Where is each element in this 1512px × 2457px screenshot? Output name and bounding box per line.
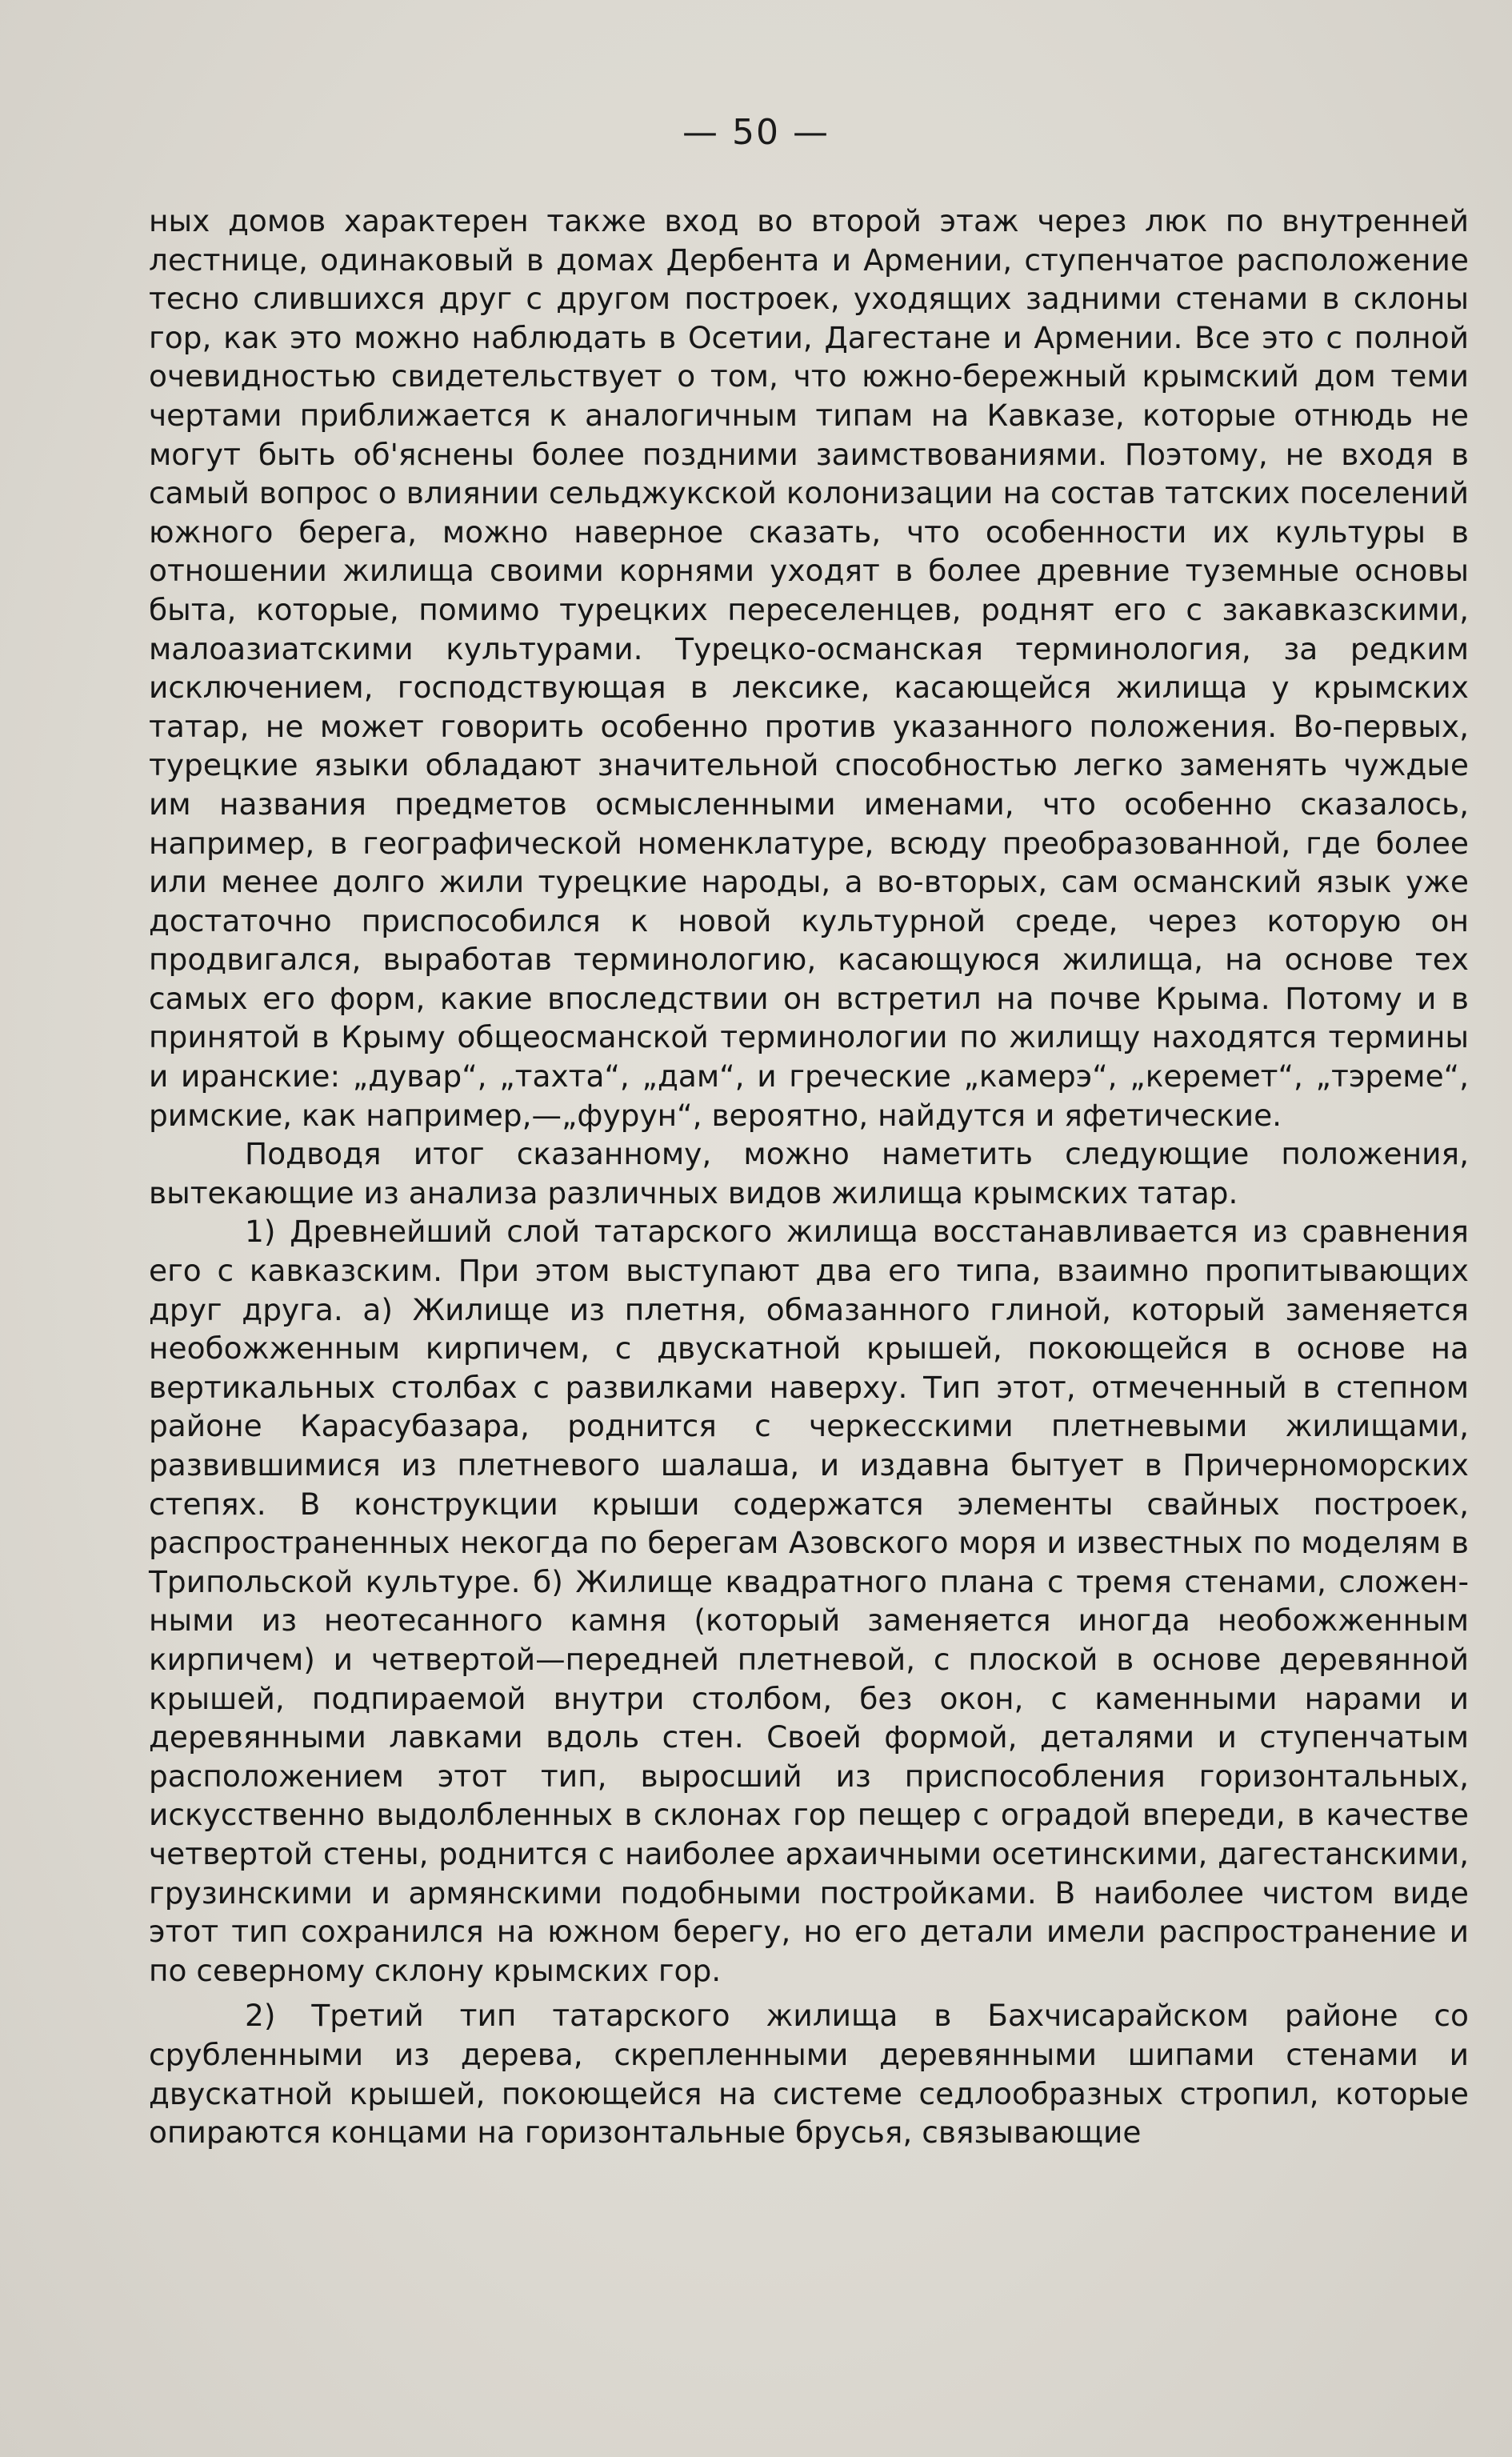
- paragraph-dwelling-terminology: ных домов характерен также вход во второй этаж через люк по внутренней лестнице, одинаковый в домах Дербента и Армении, ступенчатое расположение тесно слившихся друг с другом построек, уходящих задними стенами в склоны гор, как это можно наблюдать в Осетии, Дагестане и Армении. Все это с полной очевидностью свидетельствует о том, что южно-бережный крымский дом теми чертами приближается к аналогичным типам на Кавказе, которые отнюдь не могут быть об'яснены более поздними заимствованиями. Поэтому, не входя в самый вопрос о влиянии сельджукской колонизации на состав татских поселений южного берега, можно наверное сказать, что особенности их культуры в отношении жилища своими корнями уходят в более древние туземные основы быта, которые, помимо турецких переселенцев, роднят его с закавказскими, малоазиатскими культурами. Турецко-османская терминология, за редким исключением, господствующая в лексике, касающейся жилища у крымских татар, не может говорить особенно против указанного положения. Во-первых, турецкие языки обладают значительной способностью легко заменять чуждые им названия предметов осмысленными именами, что особенно сказалось, например, в географической номенклатуре, всюду преобразованной, где более или менее долго жили турецкие народы, а во-вторых, сам османский язык уже достаточно приспособился к новой культурной среде, через которую он продвигался, выработав терминологию, касающуюся жилища, на основе тех самых его форм, какие впоследствии он встретил на почве Крыма. Потому и в принятой в Крыму общеосманской терминологии по жилищу находятся термины и иранские: „дувар“, „тахта“, „дам“, и греческие „камерэ“, „керемет“, „тэреме“, римские, как например,—„фурун“, вероятно, найдутся и яфетические.: [149, 203, 1469, 1133]
- page-number: — 50 —: [682, 112, 830, 153]
- paragraph-point-1: 1) Древнейший слой татарского жилища восстанавливается из сравнения его с кавказским. При этом выступают два его типа, взаимно пропитывающих друг друга. а) Жилище из плетня, обмазанного глиной, который заменяется необожженным кирпичем, с двускатной крышей, покоющейся в основе на вертикальных столбах с развилками наверху. Тип этот, отмеченный в степном районе Карасубазара, роднится с черкесскими плетневыми жилищами, развившимися из плетневого шалаша, и издавна бытует в Причерноморских степях. В конструкции крыши содержатся элементы свайных построек, распространенных некогда по берегам Азовского моря и известных по моделям в Трипольской культуре. б) Жилище квадратного плана с тремя стенами, сложенными из неотесанного камня (который заменяется иногда необожженным кирпичем) и четвертой—передней плетневой, с плоской в основе деревянной крышей, подпираемой внутри столбом, без окон, с каменными нарами и деревянными лавками вдоль стен. Своей формой, деталями и ступенчатым расположением этот тип, выросший из приспособления горизонтальных, искусственно выдолбленных в склонах гор пещер с оградой впереди, в качестве четвертой стены, роднится с наиболее архаичными осетинскими, дагестанскими, грузинскими и армянскими подобными постройками. В наиболее чистом виде этот тип сохранился на южном берегу, но его детали имели распространение и по северному склону крымских гор.: [149, 1214, 1469, 1988]
- body-text: [149, 202, 1469, 2152]
- paragraph-summary-intro: Подводя итог сказанному, можно наметить следующие положения, вытекающие из анализа различных видов жилища крымских татар.: [149, 1136, 1469, 1210]
- paragraph-point-2: 2) Третий тип татарского жилища в Бахчисарайском районе со срубленными из дерева, скрепленными деревянными шипами стенами и двускатной крышей, покоющейся на системе седлообразных стропил, которые опираются концами на горизонтальные брусья, связывающие: [149, 1998, 1469, 2151]
